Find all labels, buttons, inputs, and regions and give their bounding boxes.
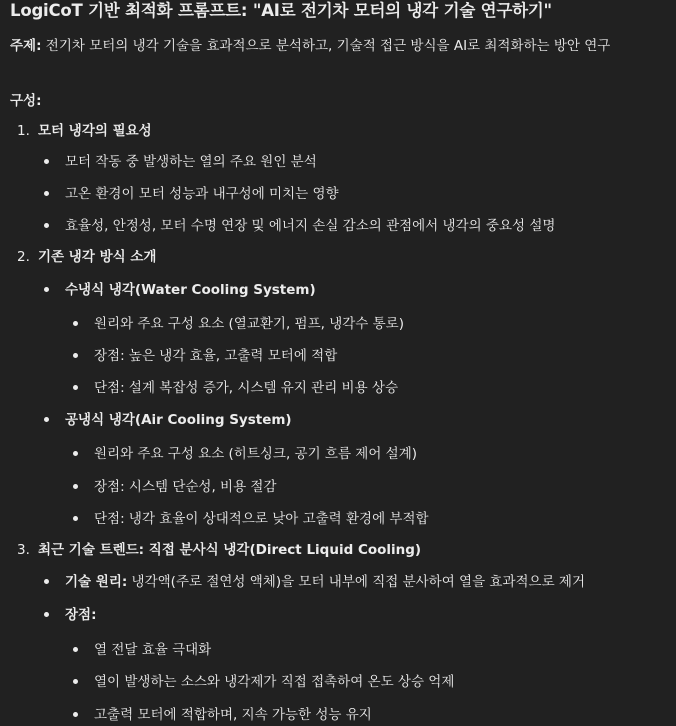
subject-label: 주제: — [10, 38, 42, 54]
section-1-number: 1. — [17, 123, 30, 139]
water-cooling-item-2: 장점: 높은 냉각 효율, 고출력 모터에 적합 — [94, 348, 338, 364]
water-cooling-item-1: 원리와 주요 구성 요소 (열교환기, 펌프, 냉각수 통로) — [94, 316, 404, 332]
section-2-heading: 기존 냉각 방식 소개 — [38, 249, 157, 265]
bullet-dot — [73, 679, 78, 684]
principle-label: 기술 원리: — [65, 574, 128, 590]
advantages-label: 장점: — [65, 607, 97, 623]
section-2-number: 2. — [17, 249, 30, 265]
bullet-dot — [44, 223, 49, 228]
bullet-dot — [44, 417, 49, 422]
section-1-bullet-1: 모터 작동 중 발생하는 열의 주요 원인 분석 — [65, 154, 317, 170]
bullet-dot — [73, 647, 78, 652]
bullet-dot — [73, 353, 78, 358]
subject-text: 전기차 모터의 냉각 기술을 효과적으로 분석하고, 기술적 접근 방식을 AI로 최적화하는 방안 연구 — [41, 38, 611, 54]
bullet-dot — [44, 287, 49, 292]
section-1-bullet-2: 고온 환경이 모터 성능과 내구성에 미치는 영향 — [65, 186, 339, 202]
air-cooling-item-3: 단점: 냉각 효율이 상대적으로 낮아 고출력 환경에 부적합 — [94, 511, 429, 527]
water-cooling-item-3: 단점: 설계 복잡성 증가, 시스템 유지 관리 비용 상승 — [94, 380, 398, 396]
bullet-dot — [44, 191, 49, 196]
advantage-item-1: 열 전달 효율 극대화 — [94, 642, 212, 658]
bullet-dot — [73, 484, 78, 489]
bullet-dot — [44, 612, 49, 617]
bullet-dot — [73, 321, 78, 326]
structure-label: 구성: — [10, 93, 42, 109]
air-cooling-item-2: 장점: 시스템 단순성, 비용 절감 — [94, 479, 277, 495]
subject-paragraph — [10, 34, 660, 58]
bullet-dot — [73, 385, 78, 390]
section-1-bullet-3: 효율성, 안정성, 모터 수명 연장 및 에너지 손실 감소의 관점에서 냉각의 중요성 설명 — [65, 218, 556, 234]
air-cooling-item-1: 원리와 주요 구성 요소 (히트싱크, 공기 흐름 제어 설계) — [94, 446, 418, 462]
section-3-number: 3. — [17, 542, 30, 558]
principle-text: 냉각액(주로 절연성 액체)을 모터 내부에 직접 분사하여 열을 효과적으로 제거 — [127, 574, 585, 590]
bullet-dot — [44, 159, 49, 164]
section-3-heading: 최근 기술 트렌드: 직접 분사식 냉각(Direct Liquid Cooling) — [38, 542, 422, 558]
principle-line — [65, 573, 585, 591]
advantage-item-3: 고출력 모터에 적합하며, 지속 가능한 성능 유지 — [94, 707, 372, 723]
bullet-dot — [44, 579, 49, 584]
water-cooling-heading: 수냉식 냉각(Water Cooling System) — [65, 282, 316, 298]
air-cooling-heading: 공냉식 냉각(Air Cooling System) — [65, 412, 292, 428]
page-title: LogiCoT 기반 최적화 프롬프트: "AI로 전기차 모터의 냉각 기술 연구하기" — [10, 1, 552, 20]
bullet-dot — [73, 712, 78, 717]
advantage-item-2: 열이 발생하는 소스와 냉각제가 직접 접촉하여 온도 상승 억제 — [94, 674, 455, 690]
bullet-dot — [73, 516, 78, 521]
bullet-dot — [73, 451, 78, 456]
section-1-heading: 모터 냉각의 필요성 — [38, 123, 152, 139]
